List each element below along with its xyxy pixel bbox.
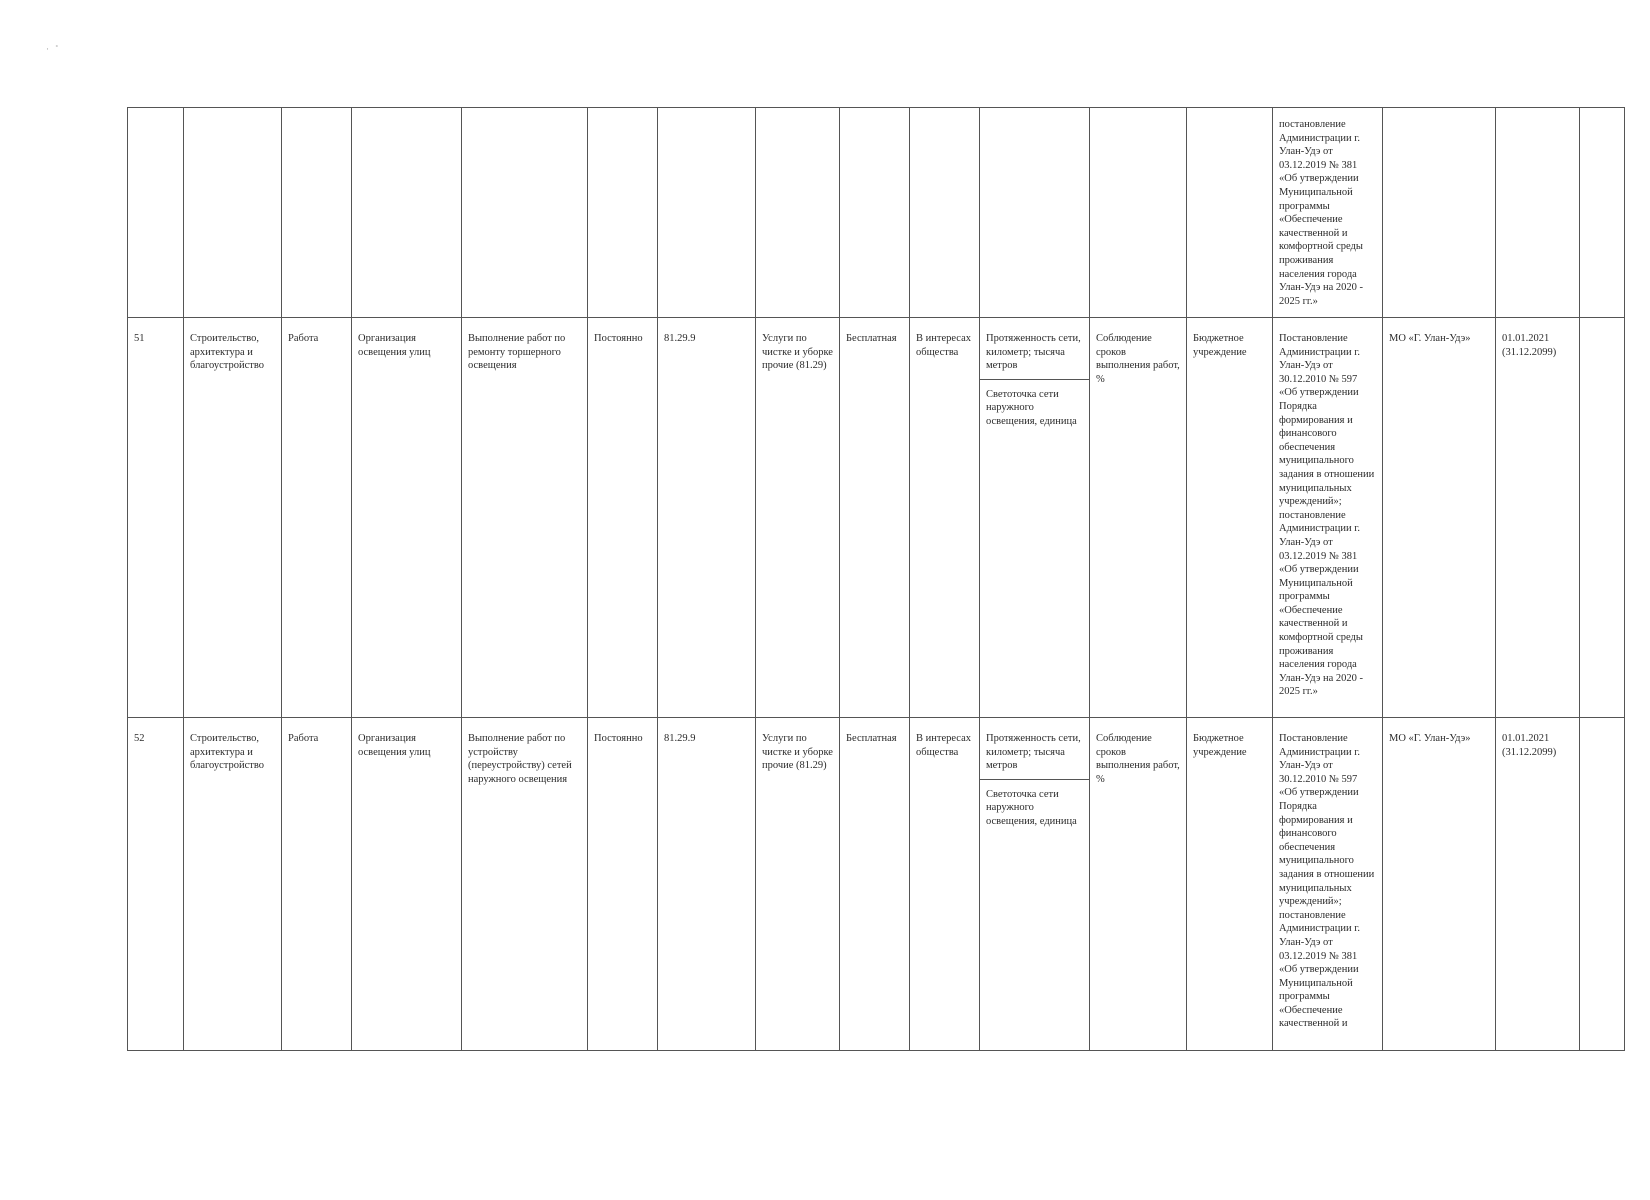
services-registry-table: [127, 107, 1625, 1051]
cell-empty: [128, 108, 184, 318]
cell-empty: [282, 108, 352, 318]
cell-volume-indicators: [980, 318, 1090, 718]
cell-empty: [588, 108, 658, 318]
cell-empty: [1383, 108, 1496, 318]
cell-empty: [756, 108, 840, 318]
table-row-continuation: [128, 108, 1625, 318]
cell-empty: [184, 108, 282, 318]
cell-institution-type: Бюджетное учреждение: [1187, 718, 1273, 1051]
cell-periodicity: Постоянно: [588, 318, 658, 718]
cell-quality-indicator: Соблюдение сроков выполнения работ, %: [1090, 318, 1187, 718]
cell-name: Организация освещения улиц: [352, 318, 462, 718]
cell-institution-type: Бюджетное учреждение: [1187, 318, 1273, 718]
cell-empty: [1580, 108, 1625, 318]
cell-volume-indicators: [980, 718, 1090, 1051]
cell-content: Выполнение работ по устройству (переустройству) сетей наружного освещения: [462, 718, 588, 1051]
cell-number: 52: [128, 718, 184, 1051]
cell-okved: Услуги по чистке и уборке прочие (81.29): [756, 718, 840, 1051]
cell-payment: Бесплатная: [840, 318, 910, 718]
cell-empty: [1187, 108, 1273, 318]
cell-empty: [1580, 318, 1625, 718]
cell-periodicity: Постоянно: [588, 718, 658, 1051]
cell-empty: [658, 108, 756, 318]
cell-empty: [1496, 108, 1580, 318]
cell-founder: МО «Г. Улан-Удэ»: [1383, 318, 1496, 718]
cell-empty: [910, 108, 980, 318]
dates-text: 01.01.2021 (31.12.2099): [1502, 333, 1557, 358]
table-row: [128, 718, 1625, 1051]
cell-type: Работа: [282, 718, 352, 1051]
cell-legal-basis: Постановление Администрации г. Улан-Удэ от 30.12.2010 № 597 «Об утверждении Порядка формирования и финансового обеспечения муниципального задания в отношении муниципальных учреждений»; постановление Администрации г. Улан-Удэ от 03.12.2019 № 381 «Об утверждении Муниципальной программы «Обеспечение качественной и комфортной среды проживания населения города Улан-Удэ на 2020 - 2025 гг.»: [1273, 318, 1383, 718]
volume-indicator: Светоточка сети наружного освещения, единица: [986, 388, 1077, 427]
cell-empty: [1090, 108, 1187, 318]
cell-code: 81.29.9: [658, 718, 756, 1051]
volume-indicator: Светоточка сети наружного освещения, единица: [986, 788, 1077, 827]
cell-consumers: В интересах общества: [910, 718, 980, 1051]
scan-artifact-mark: · ˚: [46, 44, 61, 54]
cell-dates: [1496, 318, 1580, 718]
volume-indicator: Протяженность сети, километр; тысяча метров: [980, 718, 1089, 780]
volume-indicator: Протяженность сети, километр; тысяча метров: [980, 318, 1089, 380]
cell-number: 51: [128, 318, 184, 718]
cell-legal-basis: постановление Администрации г. Улан-Удэ от 03.12.2019 № 381 «Об утверждении Муниципальной программы «Обеспечение качественной и комфортной среды проживания населения города Улан-Удэ на 2020 - 2025 гг.»: [1273, 108, 1383, 318]
cell-type: Работа: [282, 318, 352, 718]
cell-empty: [980, 108, 1090, 318]
cell-empty: [840, 108, 910, 318]
cell-sector: Строительство, архитектура и благоустройство: [184, 318, 282, 718]
cell-empty: [462, 108, 588, 318]
cell-okved: Услуги по чистке и уборке прочие (81.29): [756, 318, 840, 718]
cell-dates: [1496, 718, 1580, 1051]
cell-content: Выполнение работ по ремонту торшерного освещения: [462, 318, 588, 718]
dates-text: 01.01.2021 (31.12.2099): [1502, 733, 1557, 758]
cell-sector: Строительство, архитектура и благоустройство: [184, 718, 282, 1051]
cell-name: Организация освещения улиц: [352, 718, 462, 1051]
table-row: [128, 318, 1625, 718]
cell-founder: МО «Г. Улан-Удэ»: [1383, 718, 1496, 1051]
cell-empty: [1580, 718, 1625, 1051]
cell-quality-indicator: Соблюдение сроков выполнения работ, %: [1090, 718, 1187, 1051]
cell-payment: Бесплатная: [840, 718, 910, 1051]
cell-legal-basis: Постановление Администрации г. Улан-Удэ от 30.12.2010 № 597 «Об утверждении Порядка формирования и финансового обеспечения муниципального задания в отношении муниципальных учреждений»; постановление Администрации г. Улан-Удэ от 03.12.2019 № 381 «Об утверждении Муниципальной программы «Обеспечение качественной и: [1273, 718, 1383, 1051]
cell-code: 81.29.9: [658, 318, 756, 718]
cell-empty: [352, 108, 462, 318]
cell-consumers: В интересах общества: [910, 318, 980, 718]
